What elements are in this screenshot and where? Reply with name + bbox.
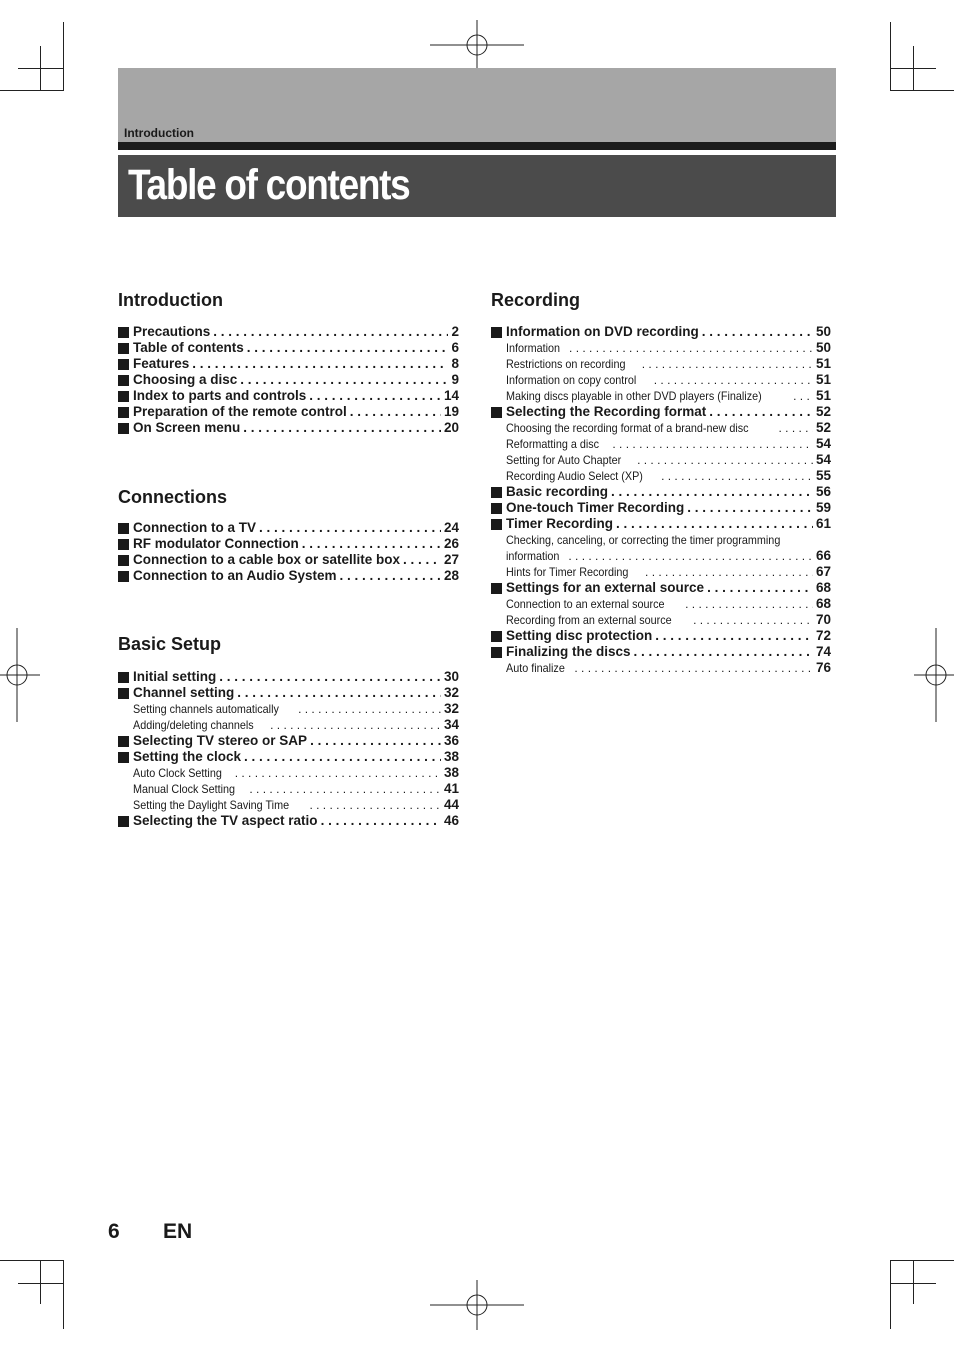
toc-entry-label: RF modulator Connection xyxy=(133,536,299,551)
dot-leader xyxy=(634,644,813,660)
dot-leader xyxy=(661,468,813,484)
dot-leader xyxy=(793,388,813,404)
square-bullet-icon xyxy=(491,647,502,658)
toc-entry-label: Restrictions on recording xyxy=(506,357,626,371)
square-bullet-icon xyxy=(118,523,129,534)
toc-entry xyxy=(491,404,831,420)
dot-leader xyxy=(645,564,813,580)
toc-page-number: 51 xyxy=(815,372,831,387)
square-bullet-icon xyxy=(118,375,129,386)
toc-entry-label: Table of contents xyxy=(133,340,244,355)
toc-entry xyxy=(118,372,459,388)
toc-column-left xyxy=(118,0,459,1351)
square-bullet-icon xyxy=(118,571,129,582)
toc-entry-label: Setting the Daylight Saving Time xyxy=(133,798,290,812)
toc-entry xyxy=(118,340,459,356)
square-bullet-icon xyxy=(491,327,502,338)
toc-page-number: 55 xyxy=(815,468,831,483)
section-heading-recording: Recording xyxy=(491,290,581,310)
toc-page-number: 70 xyxy=(815,612,831,627)
toc-page-number: 67 xyxy=(815,564,831,579)
toc-list-basic-setup xyxy=(118,669,459,829)
dot-leader xyxy=(350,404,441,420)
dot-leader xyxy=(235,765,441,781)
section-heading-basic-setup: Basic Setup xyxy=(118,634,222,654)
toc-page-number: 50 xyxy=(815,324,831,339)
square-bullet-icon xyxy=(118,359,129,370)
toc-entry xyxy=(118,669,459,685)
dot-leader xyxy=(219,669,441,685)
toc-entry-label: Information on copy control xyxy=(506,373,637,387)
square-bullet-icon xyxy=(491,407,502,418)
toc-subentry xyxy=(491,564,831,580)
registration-mark-right xyxy=(914,628,954,722)
toc-entry-label: Index to parts and controls xyxy=(133,388,307,403)
toc-page-number: 68 xyxy=(815,596,831,611)
toc-page-number: 32 xyxy=(443,685,459,700)
toc-entry-label: Setting disc protection xyxy=(506,628,653,643)
toc-page-number: 38 xyxy=(443,749,459,764)
dot-leader xyxy=(247,340,449,356)
toc-entry xyxy=(491,644,831,660)
registration-mark-left xyxy=(0,628,40,722)
dot-leader xyxy=(655,628,813,644)
dot-leader xyxy=(309,388,441,404)
toc-entry xyxy=(491,628,831,644)
toc-entry-label: Connection to a TV xyxy=(133,520,256,535)
square-bullet-icon xyxy=(491,503,502,514)
toc-page-number: 28 xyxy=(443,568,459,583)
dot-leader xyxy=(309,797,441,813)
toc-entry-label: Information xyxy=(506,341,561,355)
toc-entry-label: Selecting the TV aspect ratio xyxy=(133,813,318,828)
square-bullet-icon xyxy=(491,583,502,594)
toc-entry xyxy=(491,516,831,532)
toc-entry xyxy=(118,733,459,749)
toc-entry-label: Initial setting xyxy=(133,669,217,684)
toc-subentry xyxy=(491,532,831,548)
toc-page-number: 52 xyxy=(815,404,831,419)
square-bullet-icon xyxy=(118,423,129,434)
dot-leader xyxy=(574,660,813,676)
dot-leader xyxy=(240,372,448,388)
toc-subentry xyxy=(491,452,831,468)
toc-page-number: 61 xyxy=(815,516,831,531)
toc-entry-label: Setting the clock xyxy=(133,749,242,764)
section-tag: Introduction xyxy=(124,126,194,140)
toc-entry xyxy=(118,404,459,420)
square-bullet-icon xyxy=(118,672,129,683)
toc-entry xyxy=(118,324,459,340)
toc-page-number: 68 xyxy=(815,580,831,595)
dot-leader xyxy=(778,420,812,436)
dot-leader xyxy=(685,596,813,612)
dot-leader xyxy=(687,500,813,516)
toc-entry-label: Recording Audio Select (XP) xyxy=(506,469,643,483)
toc-entry-label: Recording from an external source xyxy=(506,613,672,627)
toc-entry xyxy=(118,536,459,552)
toc-page-number: 59 xyxy=(815,500,831,515)
dot-leader xyxy=(340,568,441,584)
square-bullet-icon xyxy=(491,631,502,642)
dot-leader xyxy=(654,372,813,388)
dot-leader xyxy=(616,516,813,532)
square-bullet-icon xyxy=(118,343,129,354)
toc-page-number: 44 xyxy=(443,797,459,812)
toc-entry xyxy=(118,420,459,436)
toc-subentry xyxy=(491,372,831,388)
toc-subentry xyxy=(491,340,831,356)
toc-page-number: 66 xyxy=(815,548,831,563)
toc-page-number: 32 xyxy=(443,701,459,716)
toc-entry xyxy=(118,749,459,765)
toc-entry-label: Choosing a disc xyxy=(133,372,238,387)
dot-leader xyxy=(693,612,813,628)
toc-entry xyxy=(491,580,831,596)
toc-entry-label: Choosing the recording format of a brand-new disc xyxy=(506,421,749,435)
toc-entry-label: Channel setting xyxy=(133,685,235,700)
toc-entry-label: Timer Recording xyxy=(506,516,614,531)
toc-entry-label: Connection to a cable box or satellite box xyxy=(133,552,401,567)
toc-subentry xyxy=(118,717,459,733)
toc-page-number: 30 xyxy=(443,669,459,684)
toc-entry-label: Connection to an Audio System xyxy=(133,568,337,583)
dot-leader xyxy=(298,701,441,717)
square-bullet-icon xyxy=(118,752,129,763)
toc-page-number: 19 xyxy=(443,404,459,419)
section-heading-connections: Connections xyxy=(118,487,228,507)
toc-page-number: 50 xyxy=(815,340,831,355)
dot-leader xyxy=(612,436,813,452)
toc-entry-label: Hints for Timer Recording xyxy=(506,565,629,579)
square-bullet-icon xyxy=(118,391,129,402)
toc-entry-label: Setting channels automatically xyxy=(133,702,279,716)
dot-leader xyxy=(702,324,813,340)
toc-entry-label: Information on DVD recording xyxy=(506,324,699,339)
toc-subentry xyxy=(491,548,831,564)
dot-leader xyxy=(249,781,441,797)
toc-page-number: 52 xyxy=(815,420,831,435)
toc-entry xyxy=(491,484,831,500)
toc-entry-label: Auto finalize xyxy=(506,661,565,675)
square-bullet-icon xyxy=(118,736,129,747)
toc-entry-label: Precautions xyxy=(133,324,211,339)
toc-entry-label: One-touch Timer Recording xyxy=(506,500,685,515)
toc-page-number: 41 xyxy=(443,781,459,796)
toc-page-number: 9 xyxy=(451,372,459,387)
toc-page-number: 24 xyxy=(443,520,459,535)
square-bullet-icon xyxy=(118,407,129,418)
dot-leader xyxy=(321,813,441,829)
toc-list-recording xyxy=(491,324,831,676)
toc-entry-label: Preparation of the remote control xyxy=(133,404,347,419)
toc-subentry xyxy=(118,765,459,781)
toc-subentry xyxy=(491,420,831,436)
toc-page-number: 74 xyxy=(815,644,831,659)
page-language: EN xyxy=(163,1220,193,1243)
page-title: Table of contents xyxy=(128,161,410,209)
dot-leader xyxy=(568,548,813,564)
dot-leader xyxy=(259,520,441,536)
toc-entry-label: Basic recording xyxy=(506,484,609,499)
toc-entry xyxy=(118,388,459,404)
toc-entry-label: Making discs playable in other DVD players (Finalize) xyxy=(506,389,762,403)
toc-subentry xyxy=(491,596,831,612)
section-heading-introduction: Introduction xyxy=(118,290,223,310)
toc-page-number: 2 xyxy=(451,324,459,339)
toc-entry-label: Finalizing the discs xyxy=(506,644,631,659)
toc-subentry xyxy=(491,388,831,404)
square-bullet-icon xyxy=(118,555,129,566)
dot-leader xyxy=(192,356,448,372)
dot-leader xyxy=(243,420,441,436)
toc-page-number: 8 xyxy=(451,356,459,371)
dot-leader xyxy=(302,536,441,552)
toc-entry xyxy=(118,568,459,584)
toc-subentry xyxy=(491,468,831,484)
square-bullet-icon xyxy=(118,816,129,827)
square-bullet-icon xyxy=(118,688,129,699)
dot-leader xyxy=(709,404,813,420)
toc-entry-label: Settings for an external source xyxy=(506,580,705,595)
toc-entry-label: On Screen menu xyxy=(133,420,241,435)
toc-page-number: 72 xyxy=(815,628,831,643)
dot-leader xyxy=(611,484,813,500)
dot-leader xyxy=(637,452,813,468)
toc-entry-label: Adding/deleting channels xyxy=(133,718,254,732)
toc-entry xyxy=(491,324,831,340)
dot-leader xyxy=(310,733,441,749)
dot-leader xyxy=(707,580,813,596)
toc-page-number: 54 xyxy=(815,436,831,451)
toc-page-number: 46 xyxy=(443,813,459,828)
toc-subentry xyxy=(118,701,459,717)
toc-entry xyxy=(118,520,459,536)
dot-leader xyxy=(244,749,441,765)
toc-column-right xyxy=(491,0,831,1351)
toc-subentry xyxy=(491,660,831,676)
toc-list-connections xyxy=(118,520,459,584)
toc-page-number: 6 xyxy=(451,340,459,355)
square-bullet-icon xyxy=(118,327,129,338)
dot-leader xyxy=(642,356,813,372)
toc-page-number: 51 xyxy=(815,388,831,403)
square-bullet-icon xyxy=(491,519,502,530)
square-bullet-icon xyxy=(118,539,129,550)
toc-list-introduction xyxy=(118,324,459,436)
toc-entry-label: Manual Clock Setting xyxy=(133,782,236,796)
toc-page-number: 76 xyxy=(815,660,831,675)
dot-leader xyxy=(270,717,441,733)
toc-page-number: 26 xyxy=(443,536,459,551)
toc-entry-label: Connection to an external source xyxy=(506,597,665,611)
toc-page-number: 54 xyxy=(815,452,831,467)
toc-subentry xyxy=(118,781,459,797)
toc-page-number: 51 xyxy=(815,356,831,371)
dot-leader xyxy=(569,340,813,356)
toc-entry-label: Selecting TV stereo or SAP xyxy=(133,733,308,748)
toc-entry-label: Reformatting a disc xyxy=(506,437,600,451)
dot-leader xyxy=(403,552,441,568)
toc-page-number: 38 xyxy=(443,765,459,780)
toc-entry xyxy=(118,356,459,372)
toc-subentry xyxy=(118,797,459,813)
toc-entry-label: Auto Clock Setting xyxy=(133,766,222,780)
toc-page-number: 36 xyxy=(443,733,459,748)
toc-entry xyxy=(118,813,459,829)
dot-leader xyxy=(237,685,441,701)
toc-entry-label: Checking, canceling, or correcting the timer programming xyxy=(506,533,781,547)
toc-entry-label: Setting for Auto Chapter xyxy=(506,453,622,467)
toc-entry xyxy=(118,552,459,568)
toc-page-number: 20 xyxy=(443,420,459,435)
toc-subentry xyxy=(491,436,831,452)
toc-page-number: 56 xyxy=(815,484,831,499)
toc-entry-label: Features xyxy=(133,356,190,371)
toc-subentry xyxy=(491,356,831,372)
toc-entry-label: Selecting the Recording format xyxy=(506,404,707,419)
page-number: 6 xyxy=(108,1220,120,1243)
dot-leader xyxy=(213,324,448,340)
toc-page-number: 27 xyxy=(443,552,459,567)
toc-entry xyxy=(491,500,831,516)
toc-page-number: 34 xyxy=(443,717,459,732)
toc-subentry xyxy=(491,612,831,628)
toc-entry-label: information xyxy=(506,549,560,563)
toc-entry xyxy=(118,685,459,701)
toc-page-number: 14 xyxy=(443,388,459,403)
square-bullet-icon xyxy=(491,487,502,498)
